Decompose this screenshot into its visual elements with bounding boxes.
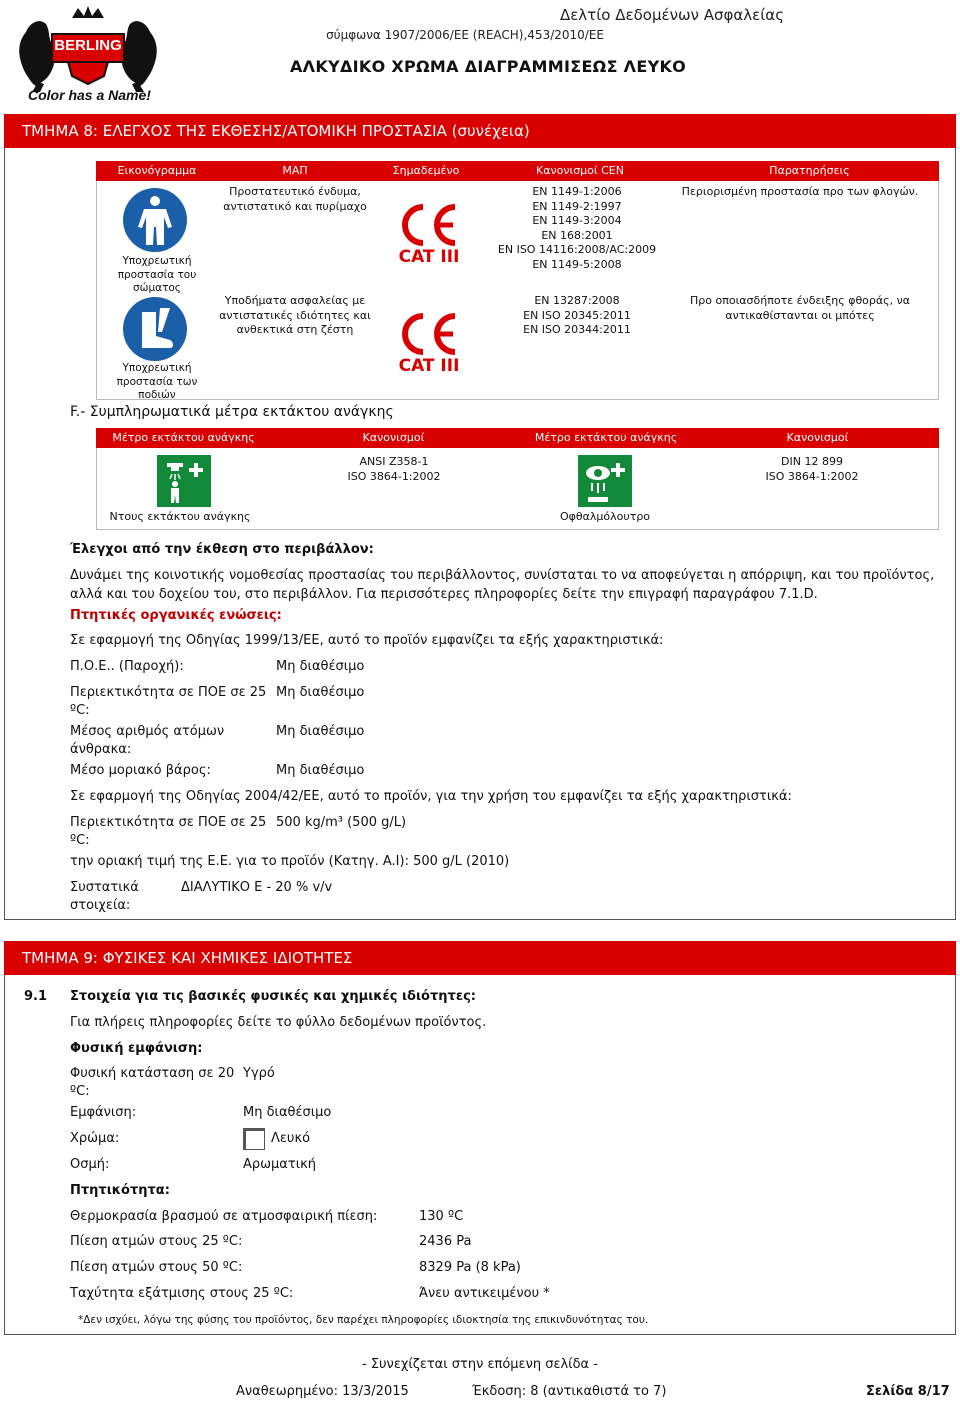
volatility-heading: Πτητικότητα:: [70, 1183, 170, 1198]
appearance-heading: Φυσική εμφάνιση:: [70, 1041, 203, 1056]
look-label: Εμφάνιση:: [70, 1105, 137, 1120]
section-8-title: ΤΜΗΜΑ 8: ΕΛΕΓΧΟΣ ΤΗΣ ΕΚΘΕΣΗΣ/ΑΤΟΜΙΚΗ ΠΡΟΣΤΑΣΙΑ (συνέχεια): [4, 114, 956, 148]
voc-label: Π.Ο.Ε.. (Παροχή):: [70, 659, 184, 674]
vol-value: 2436 Pa: [419, 1234, 472, 1249]
color-swatch: [243, 1128, 265, 1150]
color-label: Χρώμα:: [70, 1131, 120, 1146]
subsection-heading: Στοιχεία για τις βασικές φυσικές και χημικές ιδιότητες:: [70, 989, 476, 1004]
voc-limit: την οριακή τιμή της Ε.Ε. για το προϊόν (Κατηγ. A.I): 500 g/L (2010): [70, 854, 510, 869]
vol-value: 8329 Pa (8 kPa): [419, 1260, 521, 1275]
ce-cat3-mark: [397, 203, 461, 267]
components-value: ΔΙΑΛΥΤΙΚΟ E - 20 % v/v: [181, 880, 333, 895]
vol-value: Άνευ αντικειμένου *: [419, 1286, 550, 1301]
reg-item: ISO 3864-1:2002: [765, 469, 859, 483]
voc-intro-1: Σε εφαρμογή της Οδηγίας 1999/13/ΕΕ, αυτό το προϊόν εμφανίζει τα εξής χαρακτηριστικά:: [70, 633, 664, 648]
document-title: Δελτίο Δεδομένων Ασφαλείας: [559, 6, 784, 24]
remarks-1: Περιορισμένη προστασία προ των φλογών.: [681, 185, 919, 198]
vol-label: Πίεση ατμών στους 50 ºC:: [70, 1260, 243, 1275]
voc-value: Μη διαθέσιμο: [276, 659, 365, 674]
shower-label: Ντους εκτάκτου ανάγκης: [109, 510, 251, 523]
reg-item: ANSI Z358-1: [359, 455, 429, 468]
remarks-2: Προ οποιασδήποτε ένδειξης φθοράς, να αντικαθίστανται οι μπότες: [690, 294, 910, 322]
col-remarks: Παρατηρήσεις: [769, 164, 850, 177]
voc-label-cont: ºC:: [70, 703, 90, 718]
vol-label: Πίεση ατμών στους 25 ºC:: [70, 1234, 243, 1249]
section-9-title: ΤΜΗΜΑ 9: ΦΥΣΙΚΕΣ ΚΑΙ ΧΗΜΙΚΕΣ ΙΔΙΟΤΗΤΕΣ: [4, 941, 956, 975]
col-regs: Κανονισμοί: [786, 431, 849, 444]
ppe-shoes: Υποδήματα ασφαλείας με αντιστατικές ιδιότητες και ανθεκτικά στη ζέστη: [219, 294, 371, 336]
env-line-2: αλλά και του δοχείου του, στο περιβάλλον. Για περισσότερες πληροφορίες δείτε την επιγραφή παραγράφου 7.1.D.: [70, 587, 818, 602]
env-heading: Έλεγχοι από την έκθεση στο περιβάλλον:: [70, 542, 374, 557]
state-label-cont: ºC:: [70, 1084, 90, 1099]
page-number: Σελίδα 8/17: [866, 1384, 950, 1399]
env-line-1: Δυνάμει της κοινοτικής νομοθεσίας προστασίας του περιβάλλοντος, συνίσταται το να αποφεύγεται η απόρριψη, και του προϊόντος,: [70, 568, 935, 583]
shower-regs: [340, 455, 448, 484]
reg-item: DIN 12 899: [781, 455, 843, 468]
voc-label: Μέσος αριθμός ατόμων: [70, 724, 225, 739]
berling-logo: [8, 4, 168, 106]
cen-item: EN 1149-5:2008: [532, 257, 622, 271]
sec9-note: Για πλήρεις πληροφορίες δείτε το φύλλο δεδομένων προϊόντος.: [70, 1015, 487, 1030]
revision-date: Αναθεωρημένο: 13/3/2015: [236, 1384, 409, 1399]
eyewash-icon: [578, 455, 632, 507]
vol-label: Ταχύτητα εξάτμισης στους 25 ºC:: [70, 1286, 294, 1301]
voc-label-cont: άνθρακα:: [70, 742, 132, 757]
emergency-table-header: [96, 428, 939, 448]
body-protection-icon: [122, 187, 188, 253]
cen-list-1: [467, 185, 687, 272]
voc-intro-2: Σε εφαρμογή της Οδηγίας 2004/42/ΕΕ, αυτό το προϊόν, για την χρήση του εμφανίζει τα εξής χαρακτηριστικά:: [70, 789, 792, 804]
logo-slogan: Color has a Name!: [28, 87, 151, 103]
ce-cat3-mark: [397, 312, 461, 376]
cen-item: EN ISO 20345:2011: [523, 308, 631, 322]
voc-label: Περιεκτικότητα σε ΠΟΕ σε 25: [70, 685, 267, 700]
state-label: Φυσική κατάσταση σε 20: [70, 1066, 235, 1081]
odor-label: Οσμή:: [70, 1157, 110, 1172]
voc-heading: Πτητικές οργανικές ενώσεις:: [70, 608, 282, 623]
col-cen: Κανονισμοί CEN: [536, 164, 624, 177]
cen-item: EN 1149-2:1997: [532, 199, 622, 213]
eyewash-regs: [758, 455, 866, 484]
voc-content-label-cont: ºC:: [70, 833, 90, 848]
col-measure: Μέτρο εκτάκτου ανάγκης: [112, 431, 255, 444]
cen-list-2: [467, 294, 687, 338]
cen-item: EN ISO 20344:2011: [523, 323, 631, 336]
voc-content-label: Περιεκτικότητα σε ΠΟΕ σε 25: [70, 815, 267, 830]
foot-protection-label: Υποχρεωτική προστασία των ποδιών: [116, 362, 198, 401]
subsection-number: 9.1: [24, 989, 48, 1004]
emergency-title: F.- Συμπληρωματικά μέτρα εκτάκτου ανάγκης: [70, 404, 394, 420]
col-regs: Κανονισμοί: [362, 431, 425, 444]
col-marked: Σημαδεμένο: [392, 164, 460, 177]
vol-value: 130 ºC: [419, 1209, 464, 1224]
eyewash-label: Οφθαλμόλουτρο: [559, 510, 651, 523]
cen-item: EN 1149-1:2006: [532, 185, 622, 198]
voc-content-value: 500 kg/m³ (500 g/L): [276, 815, 407, 830]
cen-item: EN ISO 14116:2008/AC:2009: [497, 243, 657, 256]
reg-item: ISO 3864-1:2002: [347, 469, 441, 483]
odor-value: Αρωματική: [243, 1157, 316, 1172]
product-name: ΑΛΚΥΔΙΚΟ ΧΡΩΜΑ ΔΙΑΓΡΑΜΜΙΣΕΩΣ ΛΕΥΚΟ: [290, 57, 687, 76]
cen-item: EN 168:2001: [541, 228, 613, 242]
voc-value: Μη διαθέσιμο: [276, 763, 365, 778]
cat-label: CAT III: [398, 247, 460, 267]
color-value: Λευκό: [271, 1131, 311, 1146]
voc-value: Μη διαθέσιμο: [276, 685, 365, 700]
vol-label: Θερμοκρασία βρασμού σε ατμοσφαιρική πίεση:: [70, 1209, 378, 1224]
foot-protection-icon: [122, 296, 188, 362]
ppe-clothing: Προστατευτικό ένδυμα, αντιστατικό και πυρίμαχο: [223, 185, 367, 213]
components-label-cont: στοιχεία:: [70, 898, 131, 913]
footnote: *Δεν ισχύει, λόγω της φύσης του προϊόντος, δεν παρέχει πληροφορίες ιδιοκτησία της επικινδυνότητας του.: [78, 1314, 649, 1326]
continued-note: - Συνεχίζεται στην επόμενη σελίδα -: [362, 1357, 598, 1372]
state-value: Υγρό: [243, 1066, 275, 1081]
col-measure: Μέτρο εκτάκτου ανάγκης: [534, 431, 678, 444]
cat-label: CAT III: [398, 356, 460, 376]
col-ppe: ΜΑΠ: [282, 164, 308, 177]
document-subtitle: σύμφωνα 1907/2006/ΕΕ (REACH),453/2010/ΕΕ: [326, 28, 604, 42]
ppe-table-header: [96, 161, 939, 181]
emergency-shower-icon: [157, 455, 211, 507]
body-protection-label: Υποχρεωτική προστασία του σώματος: [117, 255, 197, 294]
cen-item: EN 13287:2008: [534, 294, 620, 307]
look-value: Μη διαθέσιμο: [243, 1105, 332, 1120]
edition: Έκδοση: 8 (αντικαθιστά το 7): [472, 1384, 667, 1399]
components-label: Συστατικά: [70, 880, 139, 895]
cen-item: EN 1149-3:2004: [532, 214, 622, 227]
voc-value: Μη διαθέσιμο: [276, 724, 365, 739]
logo-text: BERLING: [54, 37, 122, 54]
col-pictogram: Εικονόγραμμα: [117, 164, 197, 177]
voc-label: Μέσο μοριακό βάρος:: [70, 763, 211, 778]
